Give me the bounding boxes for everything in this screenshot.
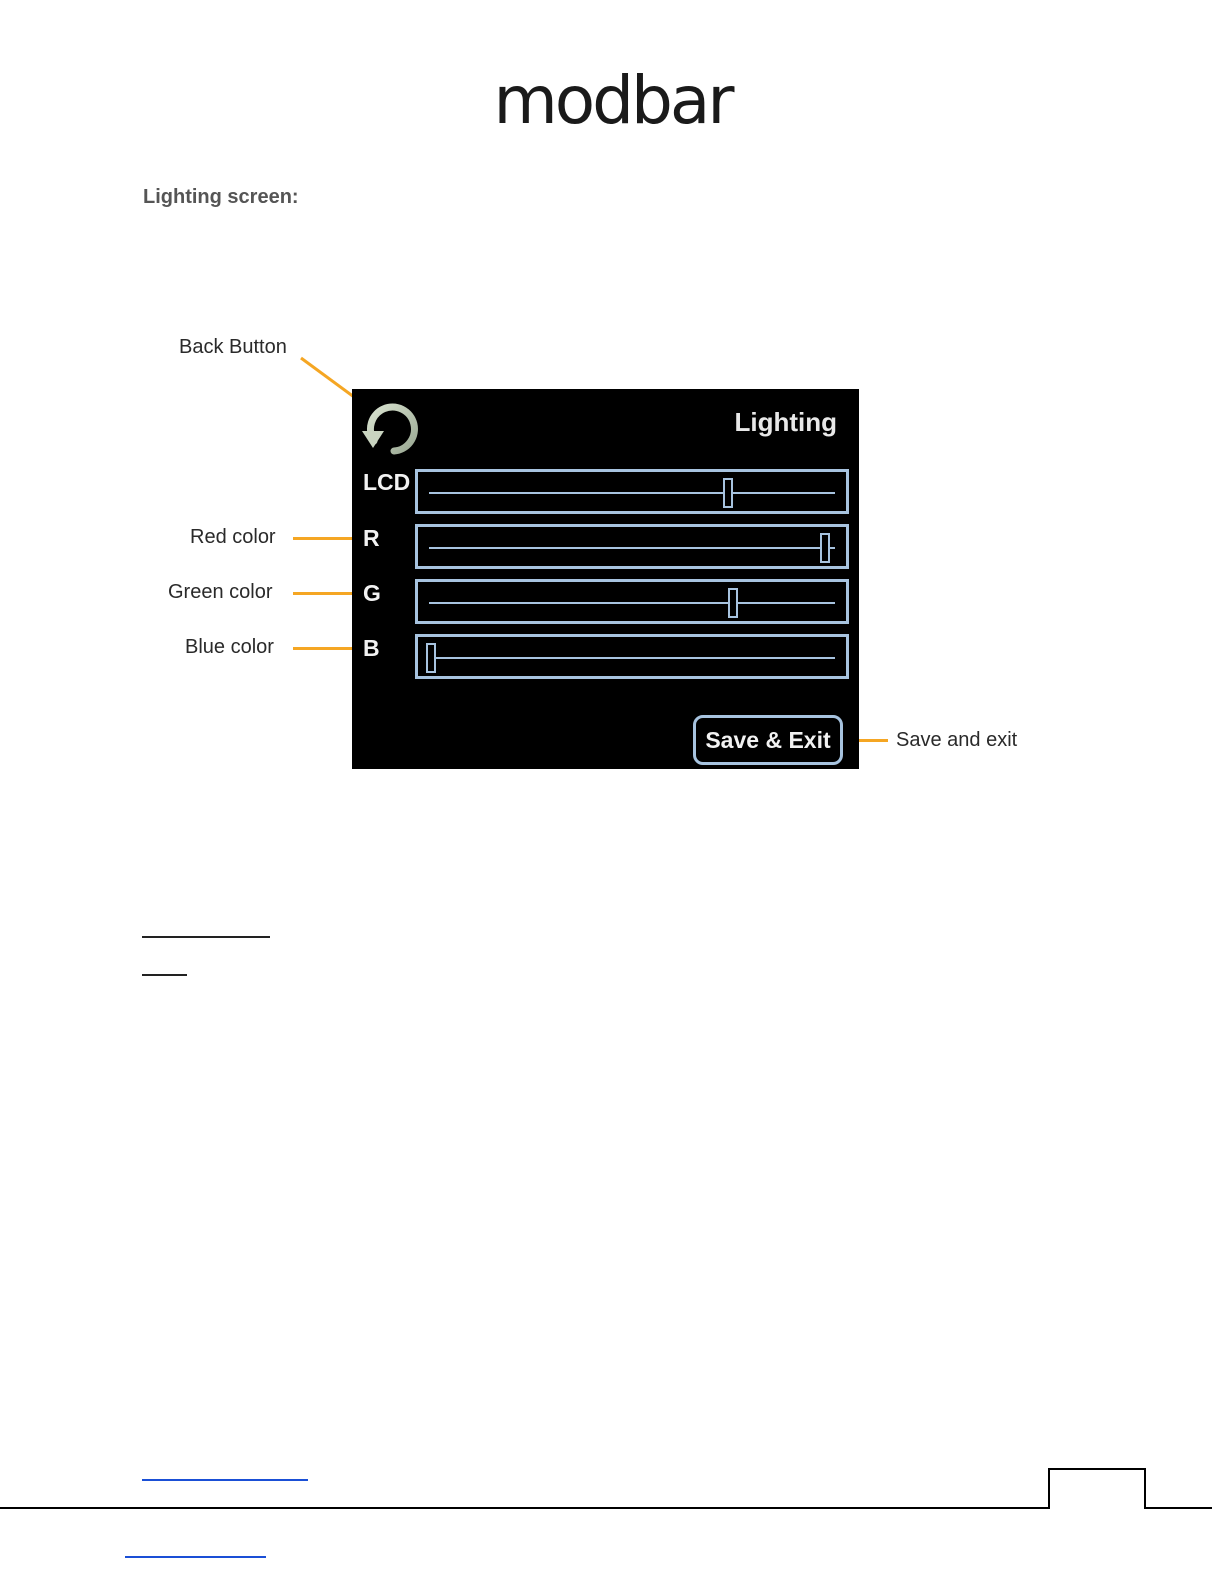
callout-green-color: Green color [168,581,273,603]
blank-rule-1 [142,936,270,938]
slider-red[interactable] [415,524,849,569]
footer-rule-right [1144,1507,1212,1509]
blue-leader-line [293,647,356,650]
lighting-screen [352,389,859,769]
callout-back-button: Back Button [179,336,287,358]
section-heading: Lighting screen: [143,186,299,208]
slider-thumb[interactable] [728,588,738,618]
slider-lcd[interactable] [415,469,849,514]
slider-label-red: R [363,525,380,551]
slider-label-lcd: LCD [363,469,411,495]
refresh-arrow-icon [360,401,422,459]
callout-red-color: Red color [190,526,276,548]
footer-link-underline[interactable] [142,1479,308,1481]
slider-blue[interactable] [415,634,849,679]
red-leader-line [293,537,356,540]
page-tab-right [1144,1468,1146,1509]
page-tab-left [1048,1468,1050,1509]
slider-label-green: G [363,580,381,606]
green-leader-line [293,592,356,595]
slider-track [429,602,835,604]
slider-thumb[interactable] [426,643,436,673]
screen-title: Lighting [734,407,837,437]
slider-track [429,657,835,659]
slider-green[interactable] [415,579,849,624]
footer-link-underline-2[interactable] [125,1556,266,1558]
slider-label-blue: B [363,635,380,661]
page-tab-top [1048,1468,1146,1470]
slider-track [429,547,835,549]
callout-save-exit: Save and exit [896,729,1018,751]
slider-thumb[interactable] [723,478,733,508]
save-exit-button[interactable]: Save & Exit [693,715,843,765]
back-button[interactable] [360,401,422,459]
modbar-logo: modbar [493,62,732,139]
slider-thumb[interactable] [820,533,830,563]
footer-rule-left [0,1507,1049,1509]
slider-track [429,492,835,494]
callout-blue-color: Blue color [185,636,274,658]
blank-rule-2 [142,974,187,976]
